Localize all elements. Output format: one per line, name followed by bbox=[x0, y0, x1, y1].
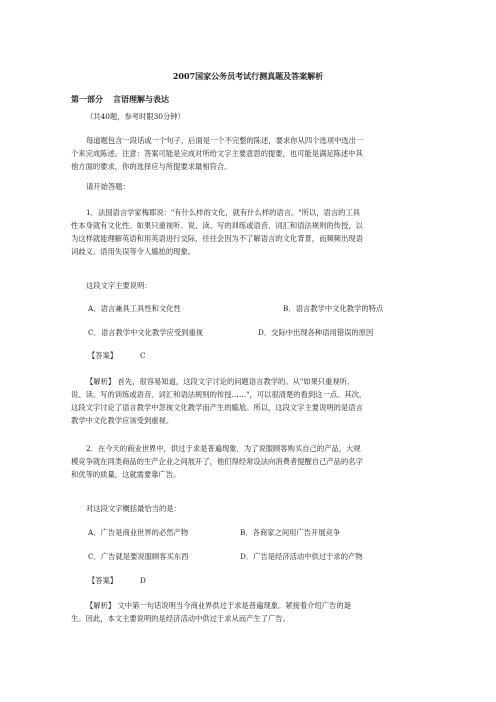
section-heading bbox=[71, 94, 169, 104]
answer-value: C bbox=[140, 351, 146, 360]
time-limit-text: （共40题，参考时限30分钟） bbox=[86, 112, 185, 121]
analysis-line: 说、读、写的训练或语音、词汇和语法规则的传授……"，可以很清楚的看到这一点。其次， bbox=[71, 390, 367, 399]
option-d: D．广告是经济活动中供过于求的产物 bbox=[240, 552, 363, 561]
time-limit-note bbox=[71, 110, 441, 123]
option-d: D．交际中出现各种语用错误的原因 bbox=[258, 328, 374, 337]
option-b: B．各商家之间用广告开展竞争 bbox=[240, 528, 341, 537]
passage-line: 模竞争就在同类商品的生产企业之间展开了，他们得经常设法向消费者提醒自己产品的名字 bbox=[71, 457, 363, 466]
answer-label: 【答案】 bbox=[88, 576, 118, 585]
option-b: B．语言教学中文化教学的特点 bbox=[283, 304, 384, 313]
question-1-options-row-1 bbox=[88, 304, 383, 314]
document-title: 2007国家公务员考试行测真题及答案解析 bbox=[172, 71, 324, 81]
passage-line: 性本身就有文化性。如果只重视听、说、读、写的训练或语音、词汇和语法规则的传授，以 bbox=[71, 221, 363, 230]
question-1-analysis bbox=[71, 375, 426, 427]
question-1-stem bbox=[71, 279, 441, 292]
option-a: A．语言兼具工具性和文化性 bbox=[88, 304, 181, 313]
section-name: 言语理解与表达 bbox=[113, 94, 169, 104]
question-2-options-row-2 bbox=[88, 552, 363, 562]
passage-line: 为这样就能理解英语和用英语进行交际，往往会因为不了解语言的文化背景，而频频出现语 bbox=[71, 234, 363, 243]
passage-line: 和优等的质量，这就需要靠广告。 bbox=[71, 470, 181, 479]
option-a: A．广告是商业世界的必然产物 bbox=[88, 528, 189, 537]
passage-line: 词歧义、语用失误等令人尴尬的现象。 bbox=[71, 247, 196, 256]
question-2-options-row-1 bbox=[88, 528, 340, 538]
instructions-line: 他方面的要求，你的选择应与所提要求最相符合。 bbox=[71, 162, 232, 171]
option-c: C．广告就是要说服顾客买东西 bbox=[88, 552, 189, 561]
analysis-line: 教学中文化教学应该受到重视。 bbox=[71, 416, 174, 425]
question-stem-text: 对这段文字概括最恰当的是： bbox=[86, 504, 181, 513]
passage-line: 2．在今天的商业世界中，供过于求是普遍现象．为了说服顾客购买自己的产品，大规 bbox=[86, 444, 361, 453]
question-2-answer bbox=[88, 576, 146, 586]
instructions-line: 每道题包含一段话或一个句子，后面是一个不完整的陈述，要求你从四个选项中选出一 bbox=[86, 136, 364, 145]
section-label: 第一部分 bbox=[71, 94, 103, 104]
start-prompt bbox=[71, 180, 441, 193]
question-1-options-row-2 bbox=[88, 328, 373, 338]
instructions-paragraph bbox=[71, 134, 426, 173]
option-c: C．语言教学中文化教学应受到重视 bbox=[88, 328, 204, 337]
passage-line: 1．法国语言学家梅耶说："有什么样的文化，就有什么样的语言。"所以，语言的工具 bbox=[86, 208, 361, 217]
answer-value: D bbox=[140, 576, 146, 585]
question-1-passage bbox=[71, 206, 426, 258]
analysis-line: 生。因此，本文主要说明的是经济活动中供过于求从而产生了广告。 bbox=[71, 614, 290, 623]
question-stem-text: 这段文字主要说明： bbox=[86, 281, 152, 290]
answer-label: 【答案】 bbox=[88, 351, 118, 360]
analysis-line: 【解析】 文中第一句话说明当今商业界供过于求是普遍现象。紧接着介绍广告的诞 bbox=[86, 601, 352, 610]
question-1-answer bbox=[88, 351, 146, 361]
analysis-line: 这段文字讨论了语言教学中忽视文化教学而产生的尴尬。所以，这段文字主要说明的是语言 bbox=[71, 403, 363, 412]
question-2-analysis bbox=[71, 599, 426, 625]
start-prompt-text: 请开始答题： bbox=[86, 182, 130, 191]
question-2-passage bbox=[71, 442, 426, 481]
instructions-line: 个来完成陈述。注意：答案可能是完成对所给文字主要意思的提要，也可能是满足陈述中其 bbox=[71, 149, 363, 158]
analysis-line: 【解析】 首先，很容易知道，这段文字讨论的问题语言教学的。从"如果只重视听、 bbox=[86, 377, 355, 386]
question-2-stem bbox=[71, 502, 441, 515]
